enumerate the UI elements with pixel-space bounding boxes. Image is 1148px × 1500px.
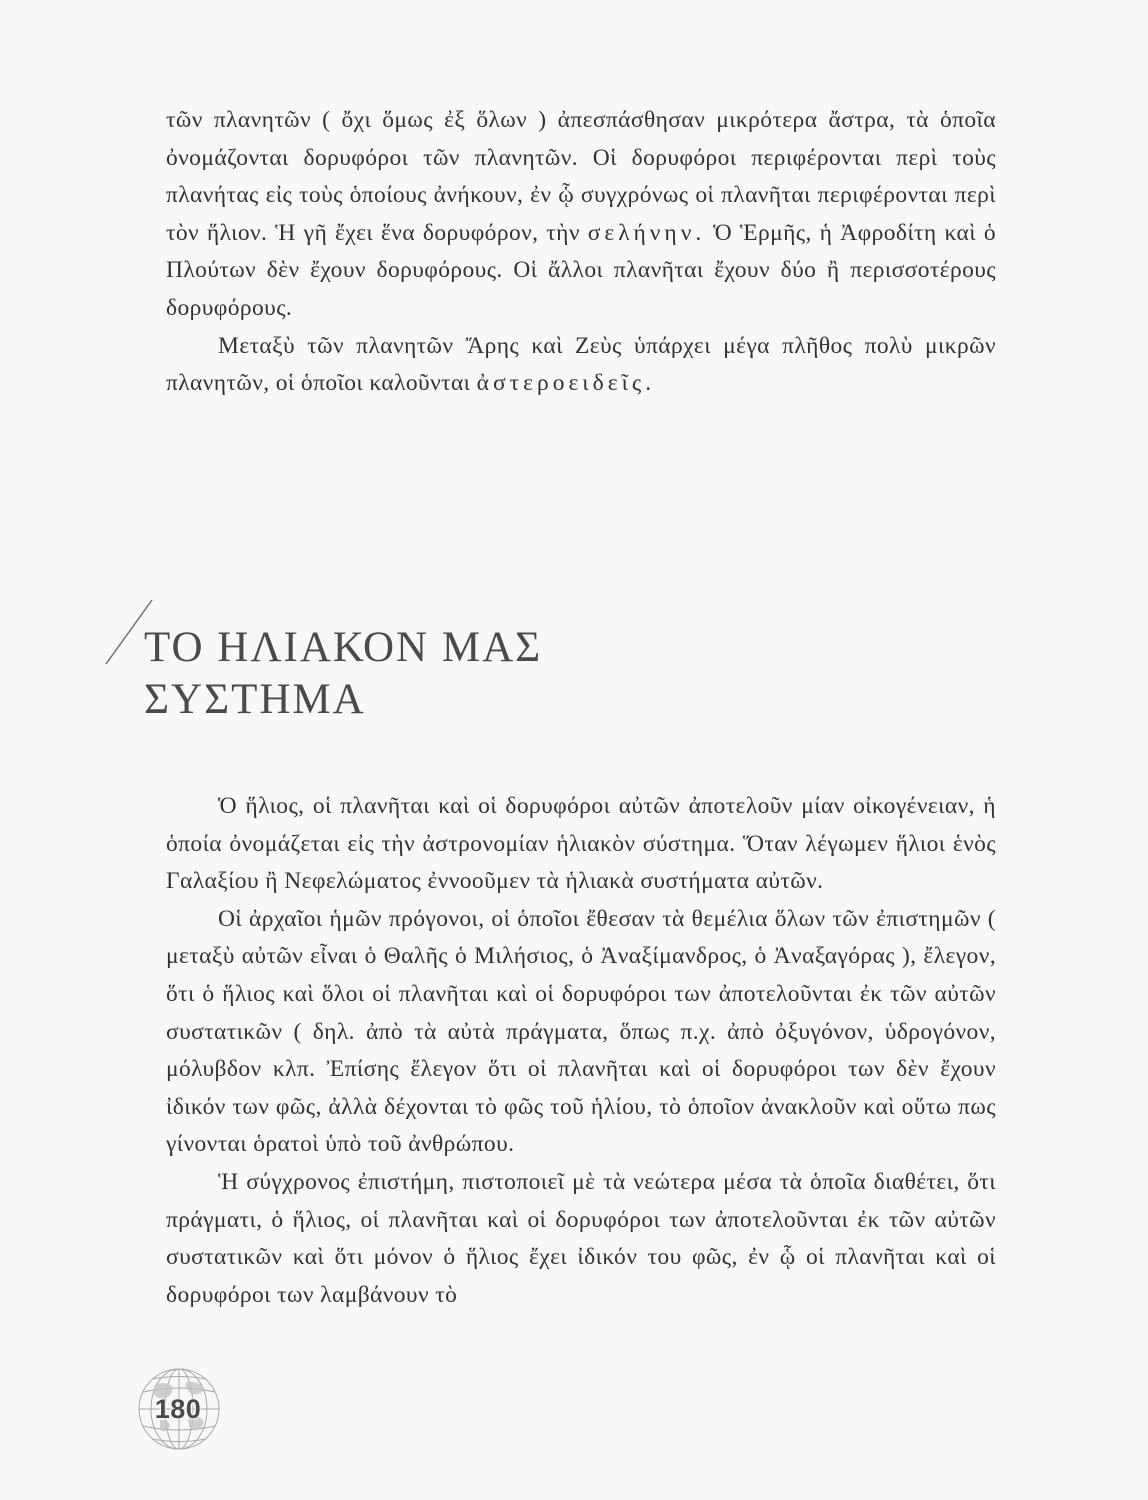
paragraph-top-2 xyxy=(166,328,996,403)
page-number: 180 xyxy=(154,1394,202,1424)
section-heading-line-1: ΤΟ ΗΛΙΑΚΟΝ ΜΑΣ xyxy=(144,624,543,671)
paragraph-bottom-1: Ὁ ἥλιος, οἱ πλανῆται καὶ οἱ δορυφόροι αὐτῶν ἀποτελοῦν μίαν οἰκογένειαν, ἡ ὁποία ὀνομάζεται εἰς τὴν ἀστρονομίαν ἡλιακὸν σύστημα. Ὅταν λέγωμεν ἥλιοι ἑνὸς Γαλαξίου ἢ Νεφελώματος ἐννοοῦμεν τὰ ἡλιακὰ συστήματα αὐτῶν. xyxy=(166,793,996,895)
paragraph-top-1 xyxy=(166,102,996,328)
spaced-word-selene: σελήνην. xyxy=(587,219,706,246)
spaced-word-asteroids: ἀστεροειδεῖς. xyxy=(476,370,656,397)
section-heading-line-2: ΣΥΣΤΗΜΑ xyxy=(144,676,366,723)
paragraph-bottom-3: Ἡ σύγχρονος ἐπιστήμη, πιστοποιεῖ μὲ τὰ νεώτερα μέσα τὰ ὁποῖα διαθέτει, ὅτι πράγματι, ὁ ἥλιος, οἱ πλανῆται καὶ οἱ δορυφόροι των ἀποτελοῦνται ἐκ τῶν αὐτῶν συστατικῶν καὶ ὅτι μόνον ὁ ἥλιος ἔχει ἰδικόν του φῶς, ἐν ᾧ οἱ πλανῆται καὶ οἱ δορυφόροι των λαμβάνουν τὸ xyxy=(166,1168,996,1308)
paragraph-top-1-text: τῶν πλανητῶν ( ὄχι ὅμως ἐξ ὅλων ) ἀπεσπάσθησαν μικρότερα ἄστρα, τὰ ὁποῖα ὀνομάζονται δορυφόροι τῶν πλανητῶν. Οἱ δορυφόροι περιφέρονται περὶ τοὺς πλανήτας εἰς τοὺς ὁποίους ἀνήκουν, ἐν ᾧ συγχρόνως οἱ πλανῆται περιφέρονται περὶ τὸν ἥλιον. Ἡ γῆ ἔχει ἕνα δορυφόρον, τὴν xyxy=(166,107,996,246)
section-heading xyxy=(144,622,542,726)
paragraph-top-2-text: Μεταξὺ τῶν πλανητῶν Ἄρης καὶ Ζεὺς ὑπάρχει μέγα πλῆθος πολὺ μικρῶν πλανητῶν, οἱ ὁποῖοι καλοῦνται xyxy=(166,332,996,397)
top-text-block xyxy=(166,102,996,403)
paragraph-bottom-2: Οἱ ἀρχαῖοι ἡμῶν πρόγονοι, οἱ ὁποῖοι ἔθεσαν τὰ θεμέλια ὅλων τῶν ἐπιστημῶν ( μεταξὺ αὐτῶν εἶναι ὁ Θαλῆς ὁ Μιλήσιος, ὁ Ἀναξίμανδρος, ὁ Ἀναξαγόρας ), ἔλεγον, ὅτι ὁ ἥλιος καὶ ὅλοι οἱ πλανῆται καὶ οἱ δορυφόροι των ἀποτελοῦνται ἐκ τῶν αὐτῶν συστατικῶν ( δηλ. ἀπὸ τὰ αὐτὰ πράγματα, ὅπως π.χ. ἀπὸ ὀξυγόνον, ὑδρογόνον, μόλυβδον κλπ. Ἐπίσης ἔλεγον ὅτι οἱ πλανῆται καὶ οἱ δορυφόροι των δὲν ἔχουν ἰδικόν των φῶς, ἀλλὰ δέχονται τὸ φῶς τοῦ ἡλίου, τὸ ὁποῖον ἀνακλοῦν καὶ οὕτω πως γίνονται ὁρατοὶ ὑπὸ τοῦ ἀνθρώπου. xyxy=(166,905,996,1158)
paragraph-top-1-continuation: Ὁ Ἑρμῆς, ἡ Ἀφροδίτη καὶ ὁ Πλούτων δὲν ἔχουν δορυφόρους. Οἱ ἄλλοι πλανῆται ἔχουν δύο ἢ περισσοτέρους δορυφόρους. xyxy=(166,219,997,321)
bottom-text-block xyxy=(166,788,996,1314)
